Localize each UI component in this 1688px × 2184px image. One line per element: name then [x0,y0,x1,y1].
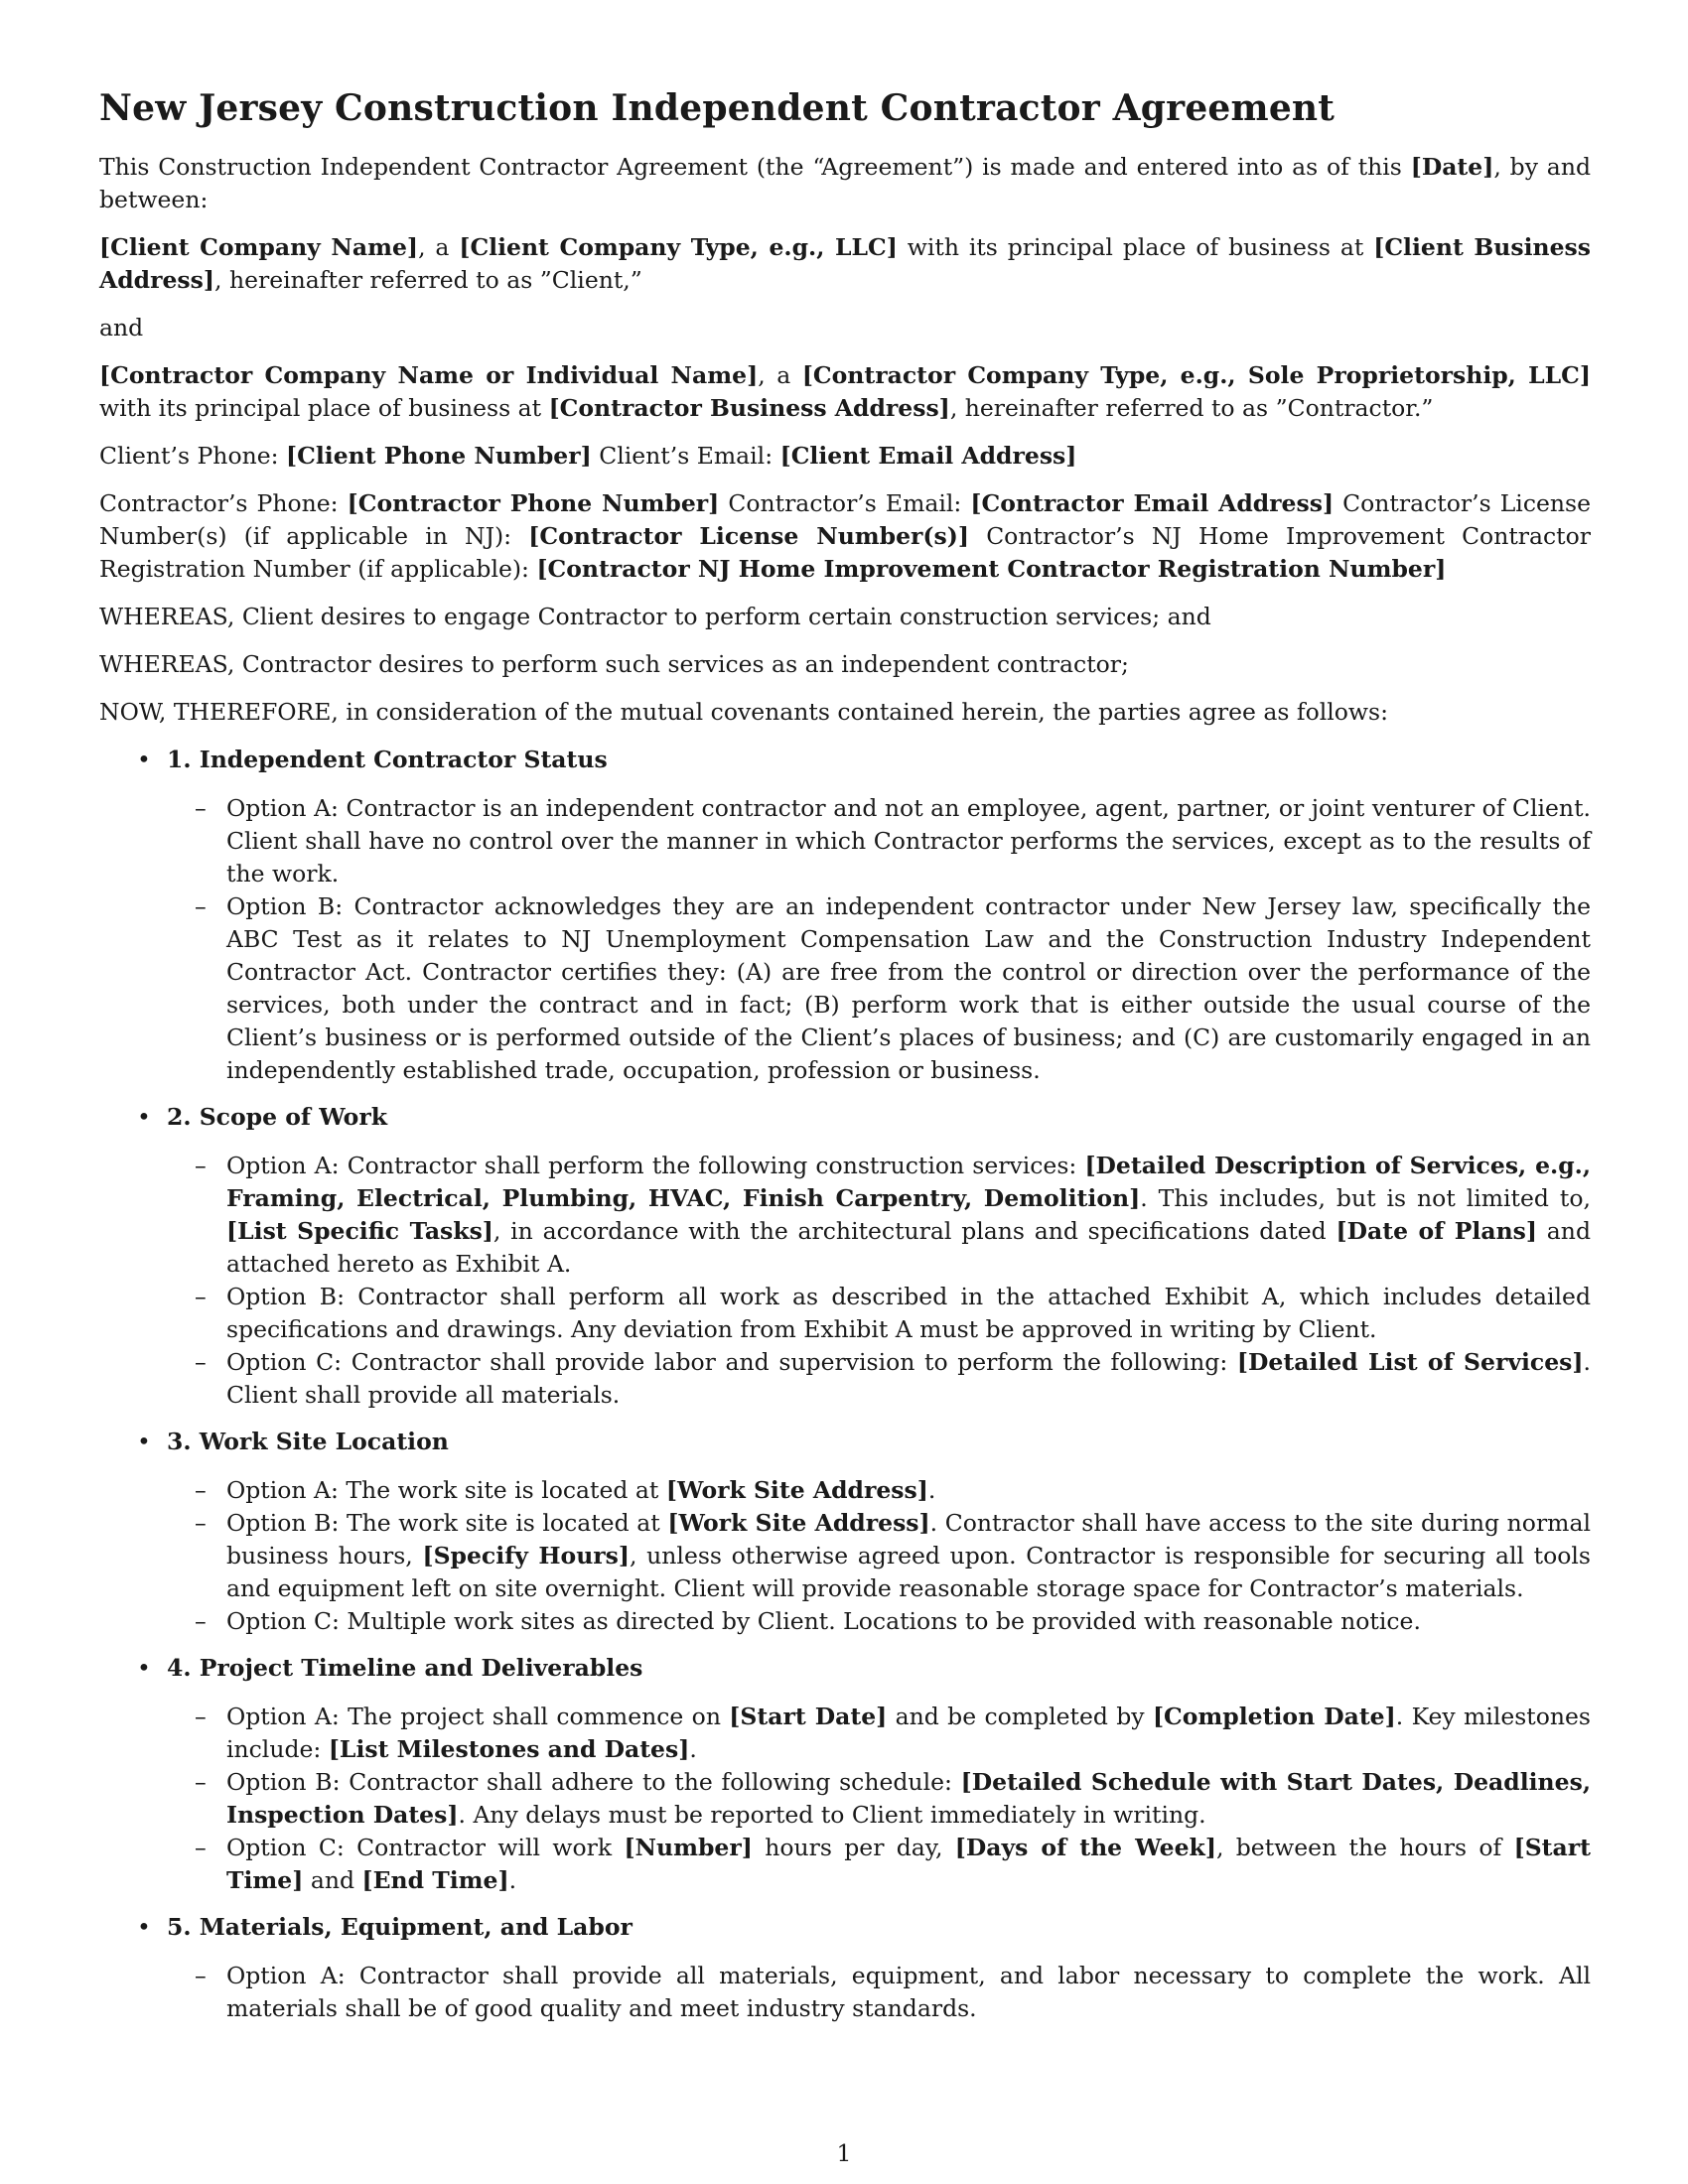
dash-icon: – [195,1962,207,1989]
client-contact-paragraph: Client’s Phone: [Client Phone Number] Client’s Email: [Client Email Address] [99,442,1077,470]
bullet-icon: • [137,746,151,773]
dash-icon: – [195,1476,207,1504]
contractor-contact-paragraph: Contractor’s Phone: [Contractor Phone Number] Contractor’s Email: [Contractor Email Address] Contractor’s License Number(s) (if applicable in NJ): [Contractor License Number(s)] Contractor’s NJ Home Improvement Contractor Registration Number (if applicable): [Contractor NJ Home Improvement Contractor Registration Number] [99,489,1592,583]
dash-icon: – [195,1703,207,1730]
option-item: – Option A: Contractor is an independent contractor and not an employee, agent, partner, or joint venturer of Client. Client shall have no control over the manner in which Contractor performs the services, except as to the results of the work. [195,794,1591,887]
dash-icon: – [195,1768,207,1796]
now-therefore: NOW, THEREFORE, in consideration of the mutual covenants contained herein, the parties agree as follows: [99,698,1389,726]
whereas-2: WHEREAS, Contractor desires to perform such services as an independent contractor; [99,650,1129,678]
option-item: – Option A: Contractor shall perform the following construction services: [Detailed Description of Services, e.g., Framing, Electrical, Plumbing, HVAC, Finish Carpentry, Demolition]. This includes, but is not limited to, [List Specific Tasks], in accordance with the architectural plans and specifications dated [Date of Plans] and attached hereto as Exhibit A. [195,1152,1591,1278]
option-item: – Option C: Contractor will work [Number] hours per day, [Days of the Week], between the hours of [Start Time] and [End Time]. [195,1834,1591,1894]
whereas-1: WHEREAS, Client desires to engage Contractor to perform certain construction services; and [99,603,1211,630]
option-item: – Option B: The work site is located at [Work Site Address]. Contractor shall have access to the site during normal business hours, [Specify Hours], unless otherwise agreed upon. Contractor is responsible for securing all tools and equipment left on site overnight. Client will provide reasonable storage space for Contractor’s materials. [195,1509,1591,1602]
sections-list [99,744,1591,2025]
section-4 [99,1652,1591,1897]
contractor-paragraph: [Contractor Company Name or Individual Name], a [Contractor Company Type, e.g., Sole Proprietorship, LLC] with its principal place of business at [Contractor Business Address], hereinafter referred to as ”Contractor.” [99,361,1591,422]
and-line: and [99,314,144,341]
bullet-icon: • [137,1654,151,1682]
option-item: – Option A: The project shall commence on [Start Date] and be completed by [Completion Date]. Key milestones include: [List Milestones and Dates]. [195,1703,1591,1763]
dash-icon: – [195,892,207,920]
dash-icon: – [195,1152,207,1179]
section-title: 4. Project Timeline and Deliverables [167,1654,643,1682]
section-title: 2. Scope of Work [167,1103,388,1131]
dash-icon: – [195,1283,207,1310]
page-number: 1 [836,2139,852,2167]
option-item: – Option C: Contractor shall provide labor and supervision to perform the following: [Detailed List of Services]. Client shall provide all materials. [195,1348,1591,1409]
option-item: – Option A: Contractor shall provide all materials, equipment, and labor necessary to complete the work. All materials shall be of good quality and meet industry standards. [195,1962,1591,2022]
bullet-icon: • [137,1428,151,1455]
option-item: – Option B: Contractor shall adhere to the following schedule: [Detailed Schedule with Start Dates, Deadlines, Inspection Dates]. Any delays must be reported to Client immediately in writing. [195,1768,1592,1829]
option-item: – Option C: Multiple work sites as directed by Client. Locations to be provided with reasonable notice. [167,1605,1591,1638]
dash-icon: – [195,1834,207,1861]
document-title: New Jersey Construction Independent Contractor Agreement [99,87,1336,129]
bullet-icon: • [137,1103,151,1131]
dash-icon: – [195,794,207,822]
section-title: 1. Independent Contractor Status [167,746,608,773]
bullet-icon: • [137,1913,151,1941]
section-5 [99,1911,1591,2025]
section-title: 3. Work Site Location [167,1428,449,1455]
option-item: – Option B: Contractor shall perform all work as described in the attached Exhibit A, which includes detailed specifications and drawings. Any deviation from Exhibit A must be approved in writing by Client. [195,1283,1591,1343]
option-item: – Option B: Contractor acknowledges they are an independent contractor under New Jersey law, specifically the ABC Test as it relates to NJ Unemployment Compensation Law and the Construction Industry Independent Contractor Act. Contractor certifies they: (A) are free from the control or direction over the performance of the services, both under the contract and in fact; (B) perform work that is either outside the usual course of the Client’s business or is performed outside of the Client’s places of business; and (C) are customarily engaged in an independently established trade, occupation, profession or business. [195,892,1591,1084]
section-title: 5. Materials, Equipment, and Labor [167,1913,633,1941]
section-3 [99,1426,1591,1638]
option-item: – Option A: The work site is located at [Work Site Address]. [167,1474,1591,1507]
dash-icon: – [195,1509,207,1537]
document-page [99,87,1591,2039]
date-placeholder: [Date] [1410,153,1494,181]
section-1 [99,744,1591,1087]
dash-icon: – [195,1607,207,1635]
section-2 [99,1101,1591,1412]
dash-icon: – [195,1348,207,1376]
client-paragraph: [Client Company Name], a [Client Company Type, e.g., LLC] with its principal place of business at [Client Business Address], hereinafter referred to as ”Client,” [99,233,1592,294]
intro-paragraph: This Construction Independent Contractor Agreement (the “Agreement”) is made and entered into as of this [Date], by and between: [99,153,1591,213]
